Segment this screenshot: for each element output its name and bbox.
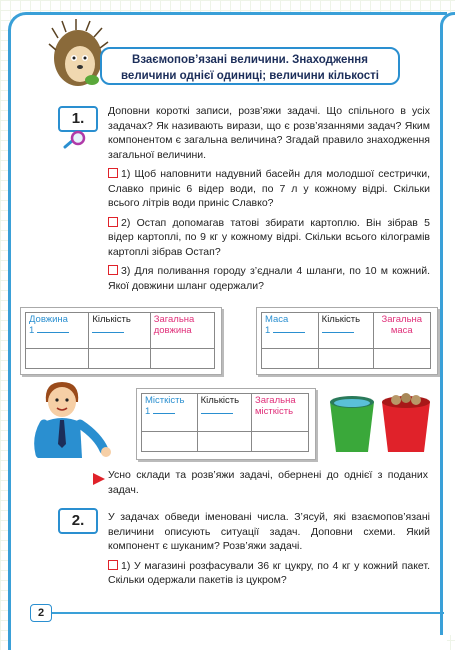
magnifier-icon [62, 130, 90, 150]
col-capacity: Місткість 1 [142, 394, 198, 432]
lesson-title-line1: Взаємопов’язані величини. Знаходження [132, 54, 368, 66]
col-count: Кількість [318, 313, 373, 349]
table-mass [261, 312, 431, 369]
page-number: 2 [30, 604, 52, 622]
col-count: Кількість [197, 394, 251, 432]
col-mass: Маса 1 [262, 313, 319, 349]
table-mass-box [256, 307, 438, 375]
task-2-intro: У задачах обведи іменовані числа. З’ясуй, які взаємопов’язані величини описують ситуації задач. Доповни схеми. Який компонент є шуканим? Розв’яжи задачі. [108, 511, 430, 552]
checkbox-icon [108, 560, 118, 570]
task-1-problem-1: 1) Щоб наповнити надувний басейн для молодшої сестрички, Славко приніс 6 відер води, по 7 л у кожному відрі. Скільки всього літрів води приніс Славко? [108, 168, 430, 209]
task-1-problem-2: 2) Остап допомагав татові збирати картоплю. Він зібрав 5 відер картоплі, по 9 кг у кожному відрі. Скільки всього кілограмів картоплі зібрав Остап? [108, 216, 430, 258]
boy-illustration [28, 378, 118, 458]
page-frame-right [440, 12, 455, 635]
col-count: Кількість [89, 313, 150, 349]
checkbox-icon [108, 265, 118, 275]
table-length-box [20, 307, 222, 375]
col-total-length: Загальна довжина [150, 313, 214, 349]
buckets-illustration [326, 392, 438, 456]
triangle-marker-icon [92, 472, 106, 486]
task-1-intro: Доповни короткі записи, розв’яжи задачі. Що спільного в усіх задачах? Як називають вирази, що є розв’язаннями задач? Яким компонентом є загальна величина? Згадай правило знаходження загальної величини. [108, 105, 430, 161]
checkbox-icon [108, 217, 118, 227]
lesson-title [100, 47, 400, 85]
col-total-capacity: Загальна місткість [252, 394, 309, 432]
task-1-text [108, 104, 430, 298]
table-capacity [141, 393, 309, 452]
task-1-problem-3: 3) Для поливання городу з’єднали 4 шланги, по 10 м кожний. Якої довжини шланг одержали? [108, 265, 430, 292]
checkbox-icon [108, 168, 118, 178]
col-total-mass: Загальна маса [373, 313, 430, 349]
table-length [25, 312, 215, 369]
lesson-title-line2: величини однієї одиниці; величини кількості [121, 70, 379, 82]
inverse-task-text: Усно склади та розв’яжи задачі, обернені до однієї з поданих задач. [108, 469, 428, 496]
task-2-text [108, 510, 430, 593]
footer-line [50, 612, 444, 614]
table-capacity-box [136, 388, 316, 460]
task-1-number: 1. [58, 106, 98, 132]
task-2-number: 2. [58, 508, 98, 534]
task-2-problem-1: 1) У магазині розфасували 36 кг цукру, по 4 кг у кожний пакет. Скільки одержали пакетів із цукром? [108, 559, 430, 586]
col-length: Довжина 1 [26, 313, 89, 349]
